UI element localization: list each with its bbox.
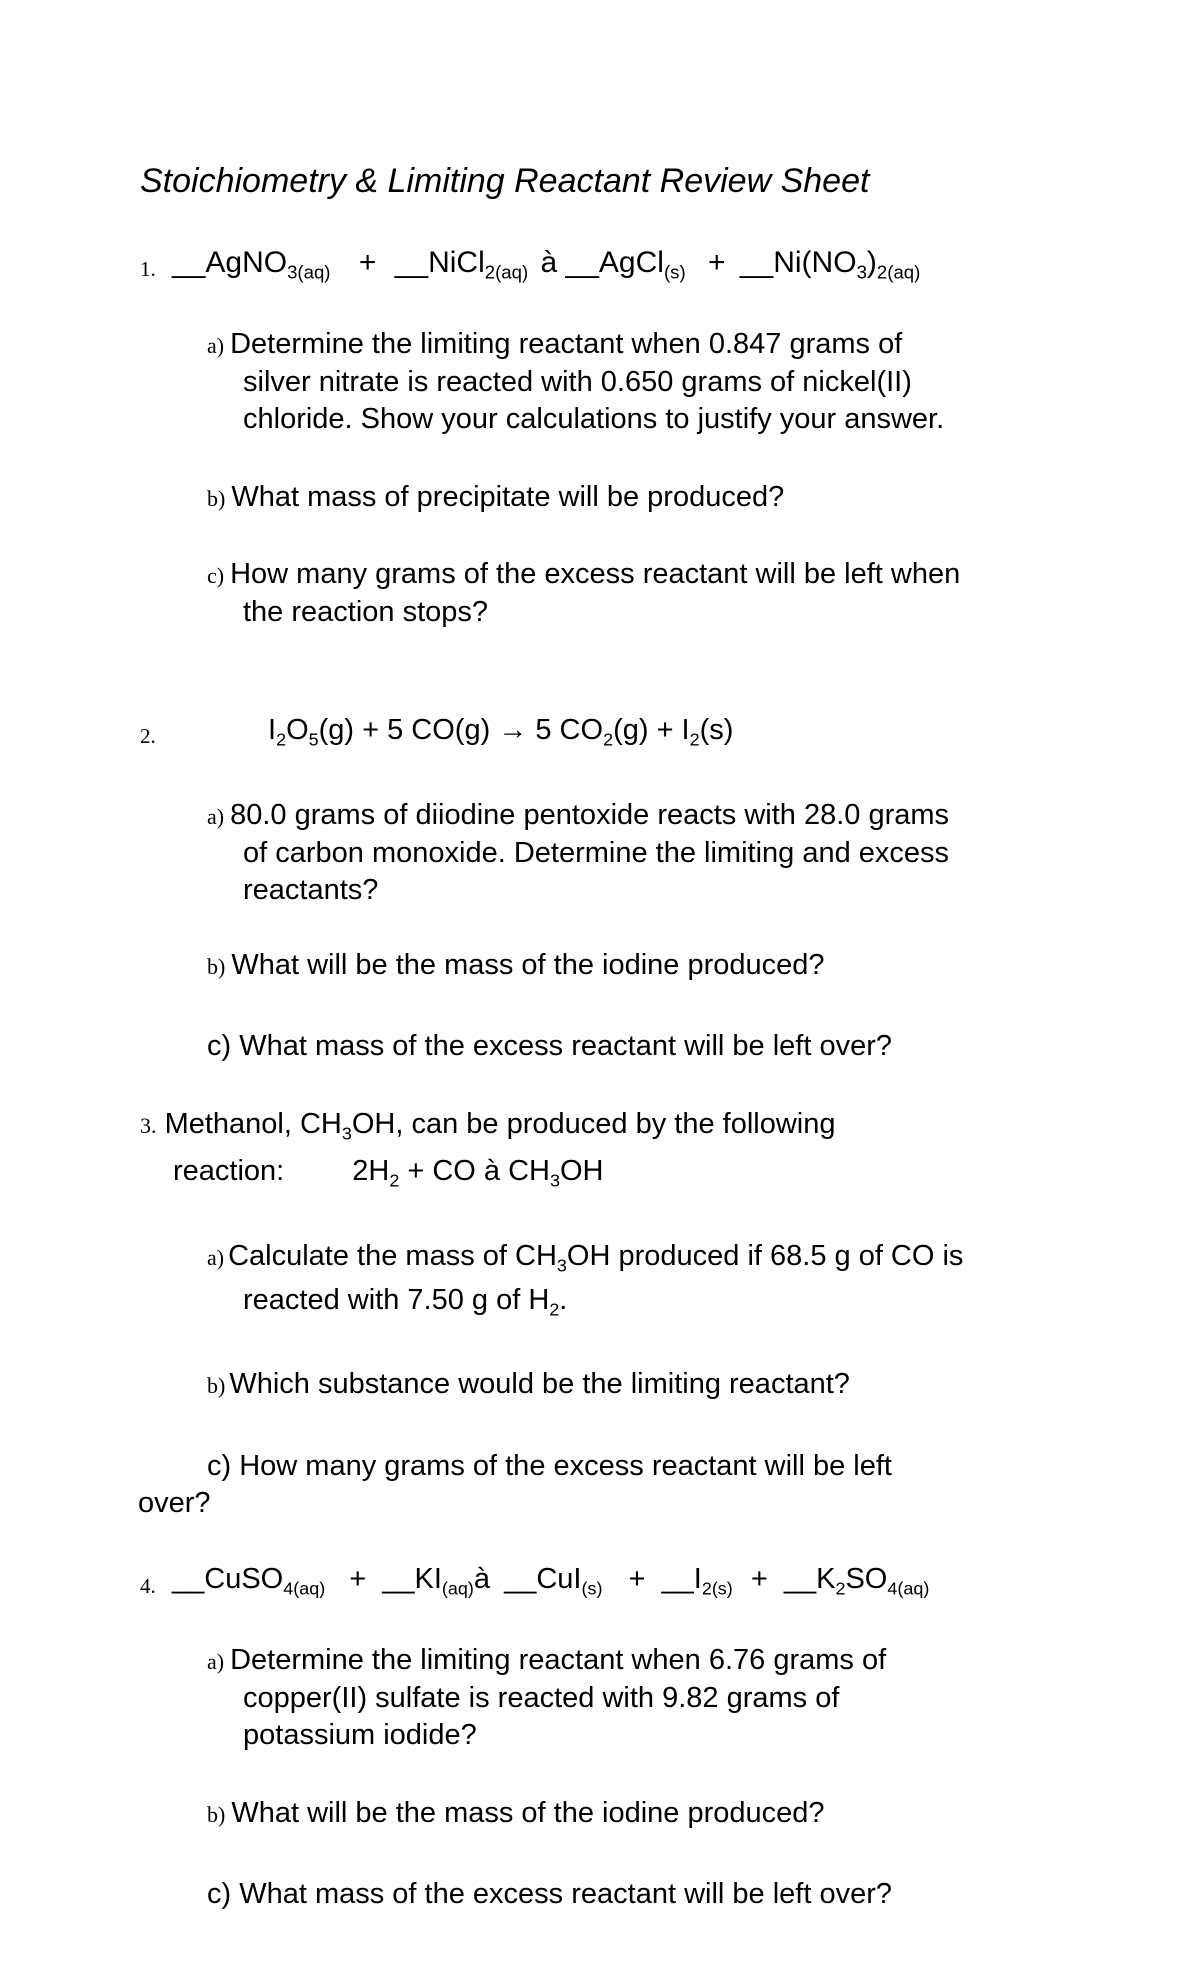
question-part-c: c) How many grams of the excess reactant will be left: [207, 1450, 892, 1482]
page-title: Stoichiometry & Limiting Reactant Review Sheet: [140, 162, 870, 200]
question-number: 3.: [140, 1113, 157, 1138]
question-part-a: a) Calculate the mass of $CH_3OH$ produced if 68.5 g of CO is: [207, 1240, 964, 1276]
chemical-equation: __AgNO$_{3(aq)}$ + __NiCl$_{2(aq)}$ à __AgCl$_{(s)}$ + $\_\_Ni(NO_3)_{2(aq)}$: [172, 246, 921, 283]
question-part-c: c) What mass of the excess reactant will be left over?: [207, 1030, 892, 1062]
question-part-a: a) Determine the limiting reactant when 0.847 grams of silver nitrate is reacted with 0.650 grams of nickel(II) chloride. Show your calculations to justify your answer.: [207, 328, 945, 435]
question-part-b: b) What will be the mass of the iodine produced?: [207, 1797, 825, 1829]
question-part-a-line-2: reacted with 7.50 g of $H_2$.: [243, 1284, 568, 1320]
question-part-a: a) 80.0 grams of diiodine pentoxide reacts with 28.0 grams of carbon monoxide. Determine the limiting and excess reactants?: [207, 799, 950, 906]
question-intro: 3. Methanol, $CH_3OH$, can be produced by the following: [140, 1108, 836, 1144]
question-reaction: reaction: $2H_2$ + CO à $CH_3OH$: [173, 1155, 604, 1191]
question-number: 2.: [140, 724, 156, 748]
question-number: 4.: [140, 1574, 156, 1598]
question-part-b: b) Which substance would be the limiting reactant?: [207, 1368, 850, 1400]
question-part-c: c) What mass of the excess reactant will be left over?: [207, 1878, 892, 1910]
question-part-b: b) What will be the mass of the iodine produced?: [207, 949, 825, 981]
chemical-equation: __CuSO$_{4(aq)}$ + $\_\_KI_{(aq)}à$ __CuI$_{(s)}$ + $\_\_I_{2(s)}$ + $\_\_K_2SO_{4(aq)}$: [172, 1563, 930, 1599]
question-part-c-line-2: over?: [138, 1487, 211, 1519]
question-part-a: a) Determine the limiting reactant when 6.76 grams of copper(II) sulfate is reacted with 9.82 grams of potassium iodide?: [207, 1644, 887, 1751]
question-part-b: b) What mass of precipitate will be produced?: [207, 481, 785, 513]
question-part-c: c) How many grams of the excess reactant will be left when the reaction stops?: [207, 558, 961, 628]
chemical-equation: $I_2O_5(g) + 5$ CO(g) → 5 $CO_2(g) + I_2(s)$: [268, 714, 734, 750]
question-number: 1.: [140, 257, 156, 281]
reaction-arrow: →: [498, 714, 528, 746]
